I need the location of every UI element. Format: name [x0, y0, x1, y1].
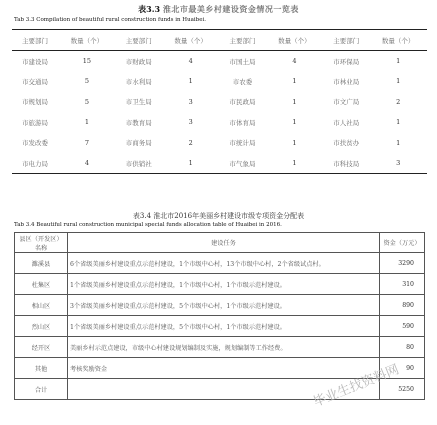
total-funds: 5250 — [380, 379, 425, 400]
table-cell: 1 — [188, 77, 193, 86]
table-cell: 5 — [84, 97, 89, 106]
table-cell: 市教育局 — [125, 118, 152, 127]
table-cell: 1 — [396, 138, 401, 147]
table1-header-row — [12, 30, 427, 51]
table-row — [15, 337, 425, 358]
table-cell: 1 — [396, 57, 401, 65]
table-cell-funds: 590 — [380, 316, 425, 337]
table1-header: 数量（个） — [369, 30, 427, 51]
table-cell-content: 美丽乡村示范点建设，市级中心村建设规划编制及实施，规划编制等工作经费。 — [68, 337, 380, 358]
table-cell: 7 — [84, 138, 89, 147]
table-cell-name: 杜集区 — [15, 274, 68, 295]
table-row — [12, 133, 427, 154]
table-cell: 市财政局 — [125, 57, 152, 66]
table-row — [15, 316, 425, 337]
table-cell: 1 — [396, 118, 401, 127]
table-cell: 市交通局 — [22, 77, 49, 86]
table-cell-content: 6个省级美丽乡村建设重点示范村建设，1个市级中心村，13个市级中心村，2个省级试点村。 — [68, 253, 380, 274]
table-cell-funds: 3290 — [380, 253, 425, 274]
table-cell: 市旅游局 — [22, 118, 49, 127]
table-cell-content: 考核奖励资金 — [68, 358, 380, 379]
table-cell: 1 — [396, 77, 401, 86]
table-cell: 4 — [58, 153, 116, 174]
table-row — [12, 112, 427, 133]
table1-header: 主要部门 — [323, 30, 369, 51]
table-row — [15, 295, 425, 316]
table-cell: 市气象局 — [219, 153, 265, 174]
total-label: 合计 — [15, 379, 68, 400]
table-cell-name: 烈山区 — [15, 316, 68, 337]
table-cell-name: 濉溪县 — [15, 253, 68, 274]
table-cell: 1 — [292, 138, 297, 147]
table-cell-content: 1个省级美丽乡村建设重点示范村建设，5个市级中心村，1个市级示范村建设。 — [68, 316, 380, 337]
table-cell-funds: 310 — [380, 274, 425, 295]
table1-header: 数量（个） — [266, 30, 324, 51]
table-cell: 市文广局 — [333, 98, 360, 107]
table-row — [15, 253, 425, 274]
table-cell: 市供销社 — [116, 153, 162, 174]
table-cell: 市电力局 — [12, 153, 58, 174]
table1-title-prefix: 表3.3 — [138, 4, 161, 14]
table1-header: 数量（个） — [162, 30, 220, 51]
table-cell: 市国土局 — [229, 57, 256, 66]
table-cell: 市建设局 — [22, 57, 49, 66]
table-cell: 4 — [188, 57, 193, 65]
table-row — [12, 153, 427, 174]
table-cell: 市人社局 — [333, 118, 360, 127]
table-cell: 1 — [162, 153, 220, 174]
table-cell: 市民政局 — [229, 98, 256, 107]
table-row — [12, 51, 427, 72]
table-cell: 市统计局 — [229, 139, 256, 148]
table-cell: 市农委 — [232, 77, 253, 86]
table-cell: 1 — [84, 118, 89, 127]
table-cell-name: 经开区 — [15, 337, 68, 358]
table-cell: 市林业局 — [333, 77, 360, 86]
table-cell: 3 — [369, 153, 427, 174]
table-cell: 市水利局 — [125, 77, 152, 86]
table-cell: 15 — [82, 57, 92, 65]
table-cell: 1 — [292, 118, 297, 127]
table-cell-name: 相山区 — [15, 295, 68, 316]
table-cell: 市卫生局 — [125, 98, 152, 107]
table-cell-content: 1个省级美丽乡村建设重点示范村建设，1个市级中心村，1个市级示范村建设。 — [68, 274, 380, 295]
table-cell: 5 — [84, 77, 89, 86]
table-cell: 3 — [188, 97, 193, 106]
table-cell: 2 — [188, 138, 193, 147]
table2-header-row — [15, 233, 425, 253]
table1-header: 主要部门 — [116, 30, 162, 51]
table-cell-funds: 90 — [380, 358, 425, 379]
table1-title-text: 淮北市最美乡村建设资金情况一览表 — [162, 4, 299, 14]
table1-header: 主要部门 — [12, 30, 58, 51]
watermark: 毕业生找资料网 — [311, 362, 402, 411]
table2-title: 表3.4 淮北市2016年美丽乡村建设市级专项资金分配表 — [132, 212, 305, 220]
table2-header-funds: 资金（万元） — [380, 233, 425, 253]
table1-header: 主要部门 — [219, 30, 265, 51]
table2-title-en: Tab 3.4 Beautiful rural construction municipal special funds allocation table of Huaibei in 2016. — [14, 222, 282, 228]
table-row — [12, 92, 427, 113]
table-cell: 1 — [292, 97, 297, 106]
table-cell: 2 — [396, 97, 401, 106]
table-cell: 4 — [292, 57, 297, 65]
table1-title-en: Tab 3.3 Compilation of beautiful rural construction funds in Huaibei. — [14, 17, 206, 23]
table2-header-content: 建设任务 — [68, 233, 380, 253]
table-cell: 市体育局 — [229, 118, 256, 127]
table-cell-content: 3个省级美丽乡村建设重点示范村建设，5个市级中心村，1个市级示范村建设。 — [68, 295, 380, 316]
table-row — [12, 71, 427, 92]
table2-header-name: 县区（开发区）名称 — [15, 233, 68, 253]
table-cell: 1 — [292, 77, 297, 86]
table-cell: 市科技局 — [323, 153, 369, 174]
table1-header: 数量（个） — [58, 30, 116, 51]
table-cell-funds: 80 — [380, 337, 425, 358]
table-cell-funds: 890 — [380, 295, 425, 316]
table-cell: 市环保局 — [333, 57, 360, 66]
table-cell: 3 — [188, 118, 193, 127]
table-cell: 市规划局 — [22, 98, 49, 107]
table-row — [15, 274, 425, 295]
table1-title — [0, 4, 437, 15]
table-cell: 市发改委 — [22, 139, 49, 148]
table-cell: 1 — [266, 153, 324, 174]
table-cell-name: 其他 — [15, 358, 68, 379]
table-cell: 市商务局 — [125, 139, 152, 148]
table1 — [12, 29, 427, 174]
table-cell: 市扶贫办 — [333, 139, 360, 148]
